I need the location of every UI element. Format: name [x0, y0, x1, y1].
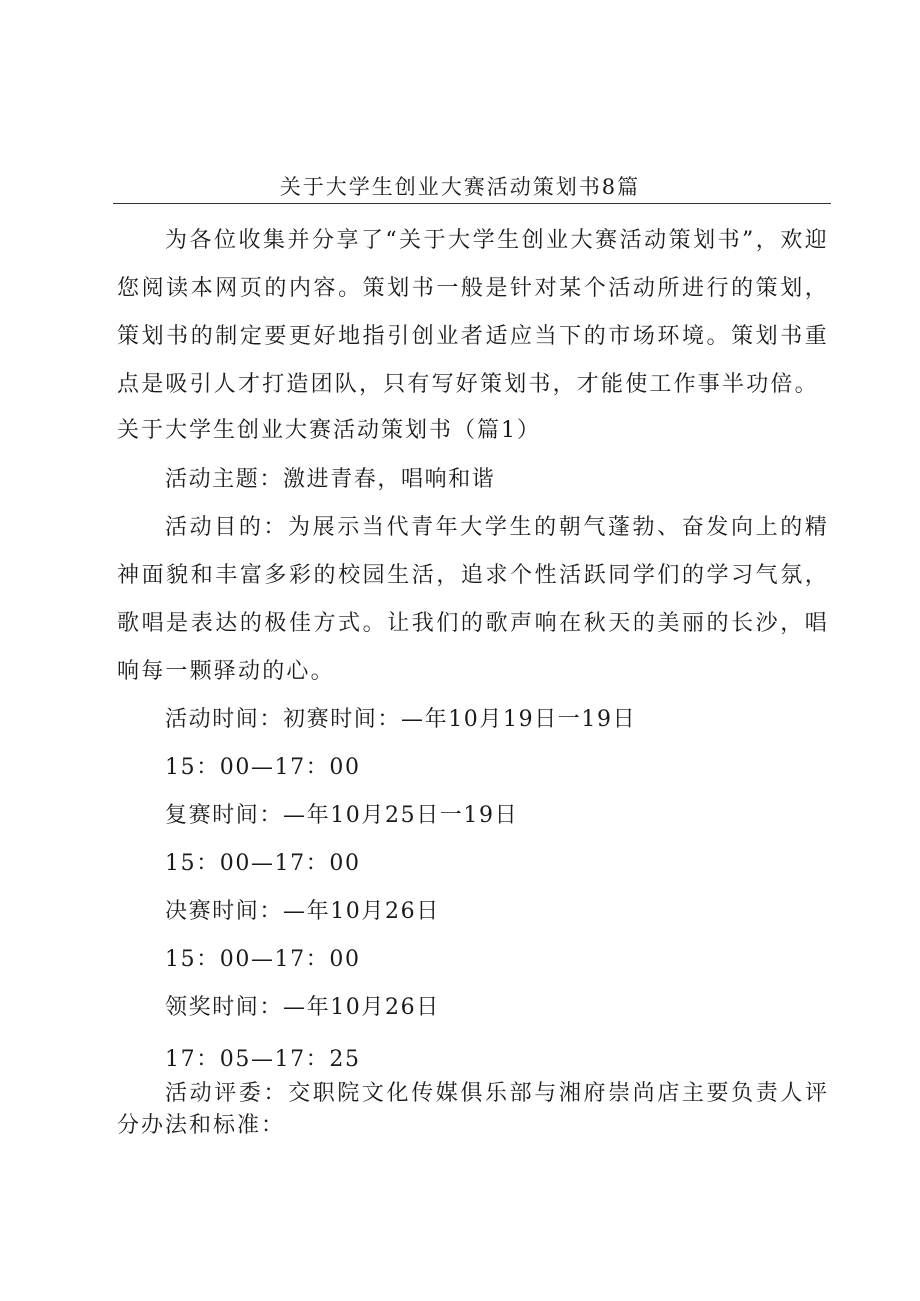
activity-judges: 活动评委：交职院文化传媒俱乐部与湘府崇尚店主要负责人评分办法和标准：	[117, 1081, 829, 1138]
award-time: 17：05—17：25	[165, 1047, 361, 1072]
prelim-date: 活动时间：初赛时间：—年10月19日一19日	[165, 707, 637, 732]
final-date: 决赛时间：—年10月26日	[165, 899, 440, 924]
semifinal-date: 复赛时间：—年10月25日一19日	[165, 803, 519, 828]
document-title: 关于大学生创业大赛活动策划书8篇	[279, 175, 641, 199]
activity-purpose: 活动目的：为展示当代青年大学生的朝气蓬勃、奋发向上的精神面貌和丰富多彩的校园生活，追求个性活跃同学们的学习气氛，歌唱是表达的极佳方式。让我们的歌声响在秋天的美丽的长沙，唱响每一颗驿动的心。	[117, 515, 829, 684]
activity-theme: 活动主题：激进青春，唱响和谐	[165, 467, 496, 492]
intro-paragraph: 为各位收集并分享了“关于大学生创业大赛活动策划书”，欢迎您阅读本网页的内容。策划书一般是针对某个活动所进行的策划，策划书的制定要更好地指引创业者适应当下的市场环境。策划书重点是吸引人才打造团队，只有写好策划书，才能使工作事半功倍。	[117, 228, 829, 397]
section-heading: 关于大学生创业大赛活动策划书（篇1）	[117, 418, 541, 443]
semifinal-time: 15：00—17：00	[165, 851, 361, 876]
final-time: 15：00—17：00	[165, 947, 361, 972]
prelim-time: 15：00—17：00	[165, 755, 361, 780]
award-date: 领奖时间：—年10月26日	[165, 995, 440, 1020]
title-underline	[113, 203, 831, 204]
